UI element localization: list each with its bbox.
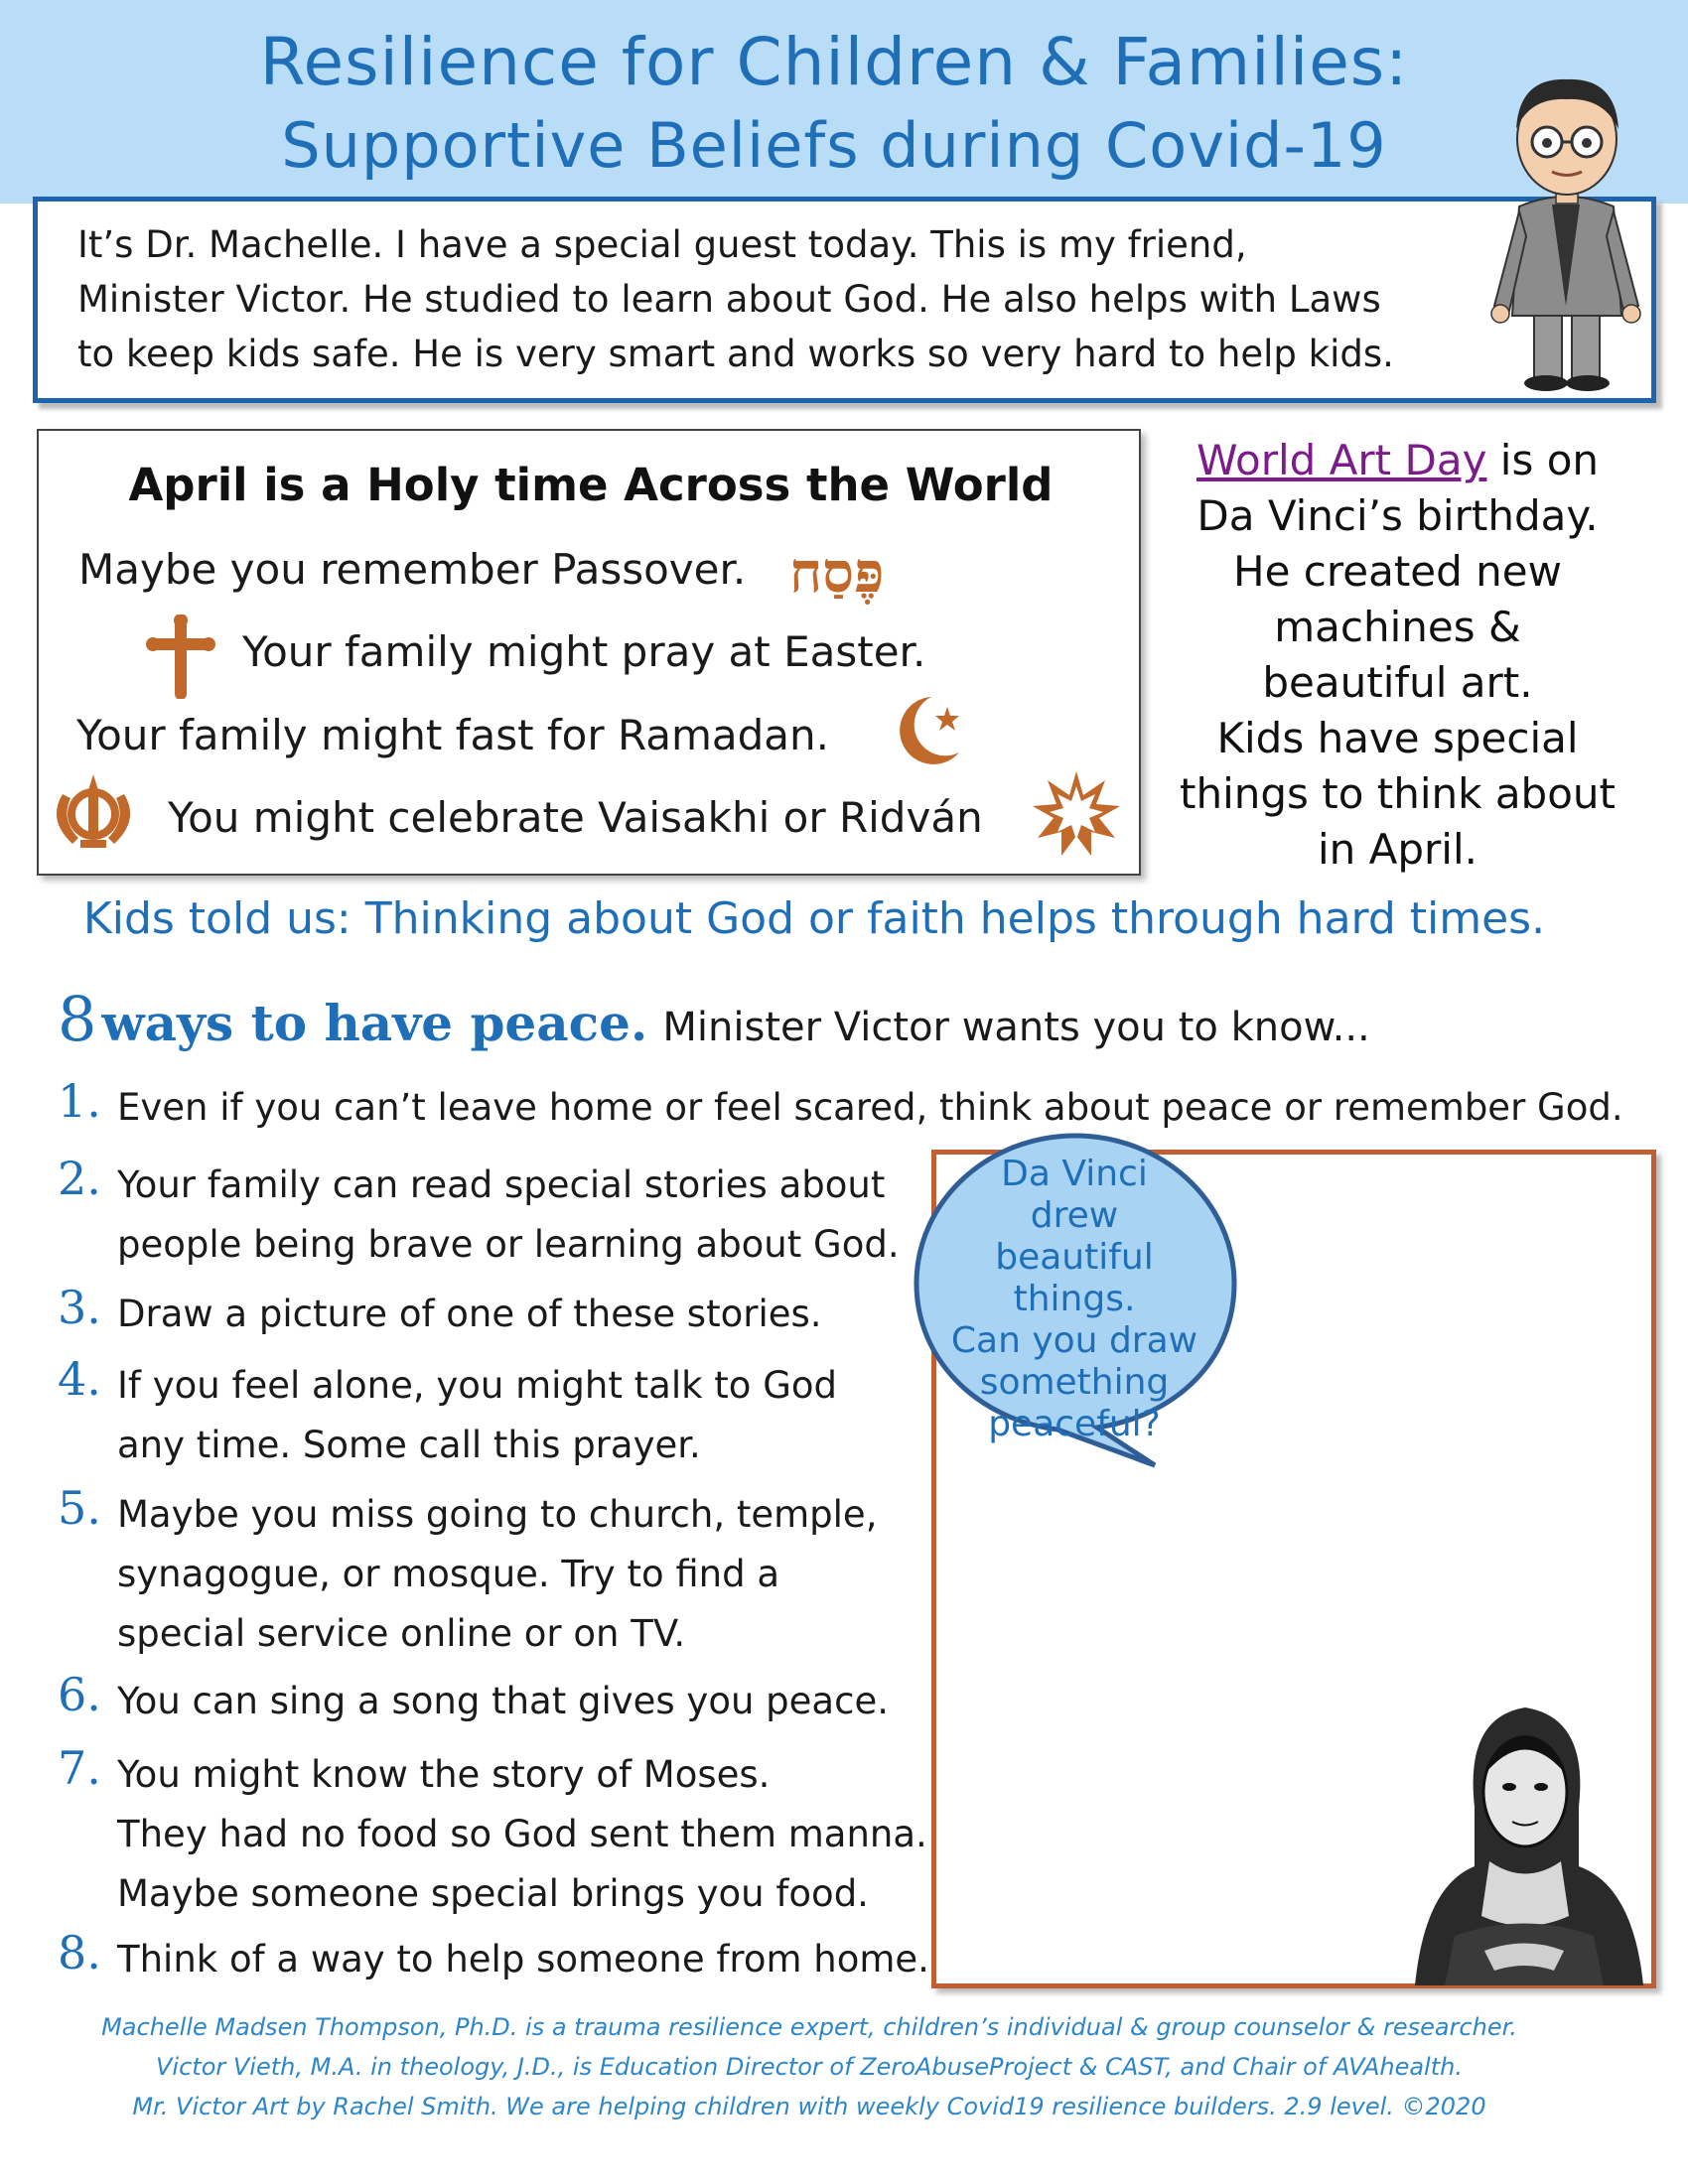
list-number: 3. [58, 1281, 101, 1334]
list-line: Think of a way to help someone from home. [117, 1938, 929, 1980]
holy-time-box [37, 429, 1141, 876]
minister-victor-avatar [1465, 58, 1668, 395]
intro-line: to keep kids safe. He is very smart and works so very hard to help kids. [77, 333, 1394, 375]
footer-line: Mr. Victor Art by Rachel Smith. We are helping children with weekly Covid19 resilience builders. 2.9 level. ©2020 [132, 2093, 1486, 2120]
footer-credits [0, 2007, 1653, 2126]
ways-subtitle: Minister Victor wants you to know... [662, 1005, 1370, 1050]
art-day-line: Kids have special [1216, 714, 1579, 762]
art-day-line: in April. [1318, 825, 1477, 874]
list-text [117, 1672, 889, 1731]
list-text [117, 1285, 822, 1344]
list-line: people being brave or learning about God. [117, 1223, 900, 1266]
art-day-line: He created new [1233, 547, 1562, 596]
bubble-line: Da Vinci [1001, 1154, 1148, 1194]
list-number: 8. [58, 1926, 101, 1979]
list-text [117, 1078, 1623, 1138]
khanda-icon [51, 770, 136, 856]
list-number: 1. [58, 1074, 101, 1128]
list-text [117, 1930, 929, 1989]
intro-line: It’s Dr. Machelle. I have a special guest today. This is my friend, [77, 223, 1247, 266]
list-text [117, 1156, 900, 1275]
kids-told-us-heading: Kids told us: Thinking about God or faith helps through hard times. [82, 893, 1546, 944]
page-title: Resilience for Children & Families: [259, 24, 1409, 100]
mona-lisa-image [1395, 1688, 1655, 1985]
hebrew-pesach-text: פֶּסַח [789, 540, 885, 606]
bubble-line: beautiful [995, 1237, 1154, 1278]
bubble-line: drew [1030, 1195, 1119, 1236]
art-day-line: things to think about [1179, 769, 1616, 818]
bubble-line: peaceful? [988, 1404, 1161, 1444]
list-line: If you feel alone, you might talk to God [117, 1364, 837, 1407]
list-text [117, 1745, 927, 1924]
bubble-line: Can you draw [950, 1320, 1198, 1361]
list-number: 4. [58, 1352, 101, 1406]
art-day-line: Da Vinci’s birthday. [1196, 491, 1599, 540]
list-line: You can sing a song that gives you peace. [117, 1680, 889, 1722]
nine-point-star-icon [1032, 768, 1121, 858]
ways-title: ways to have peace. [101, 994, 648, 1052]
art-day-first-line [1162, 433, 1633, 488]
bubble-line: something [979, 1362, 1170, 1403]
list-text [117, 1485, 877, 1664]
list-number: 6. [58, 1668, 101, 1721]
intro-text [77, 217, 1487, 381]
list-number: 7. [58, 1741, 101, 1795]
ways-count: 8 [58, 983, 97, 1055]
art-day-line: machines & [1274, 603, 1521, 651]
bubble-line: things. [1013, 1279, 1136, 1319]
art-day-line: beautiful art. [1262, 658, 1533, 707]
page-subtitle: Supportive Beliefs during Covid-19 [281, 109, 1387, 182]
list-line: Draw a picture of one of these stories. [117, 1293, 822, 1335]
passover-line: Maybe you remember Passover. [78, 545, 747, 594]
easter-line: Your family might pray at Easter. [242, 627, 926, 676]
crescent-star-icon [888, 691, 967, 770]
holy-box-title: April is a Holy time Across the World [128, 459, 1054, 511]
world-art-day-text [1162, 433, 1633, 878]
list-line: Your family can read special stories about [117, 1163, 886, 1206]
list-line: They had no food so God sent them manna. [117, 1813, 927, 1855]
intro-box [33, 197, 1656, 403]
list-number: 2. [58, 1152, 101, 1205]
art-day-is-on: is on [1486, 436, 1600, 484]
list-line: special service online or on TV. [117, 1612, 686, 1655]
ramadan-line: Your family might fast for Ramadan. [76, 711, 830, 759]
list-line: Maybe someone special brings you food. [117, 1872, 869, 1915]
footer-line: Victor Vieth, M.A. in theology, J.D., is Education Director of ZeroAbuseProject & CAST, and Chair of AVAhealth. [156, 2053, 1463, 2081]
list-text [117, 1356, 837, 1475]
list-line: synagogue, or mosque. Try to find a [117, 1553, 780, 1595]
intro-line: Minister Victor. He studied to learn about God. He also helps with Laws [77, 278, 1381, 321]
ways-heading [58, 983, 1370, 1055]
list-line: any time. Some call this prayer. [117, 1424, 701, 1466]
list-line: Even if you can’t leave home or feel scared, think about peace or remember God. [117, 1086, 1623, 1129]
list-line: Maybe you miss going to church, temple, [117, 1493, 878, 1536]
list-line: You might know the story of Moses. [117, 1753, 771, 1796]
list-number: 5. [58, 1481, 101, 1535]
footer-line: Machelle Madsen Thompson, Ph.D. is a trauma resilience expert, children’s individual & group counselor & researcher. [101, 2013, 1517, 2041]
speech-bubble-text [935, 1154, 1213, 1445]
vaisakhi-ridvan-line: You might celebrate Vaisakhi or Ridván [168, 793, 983, 842]
world-art-day-link[interactable]: World Art Day [1196, 436, 1487, 484]
cross-icon [145, 614, 216, 699]
